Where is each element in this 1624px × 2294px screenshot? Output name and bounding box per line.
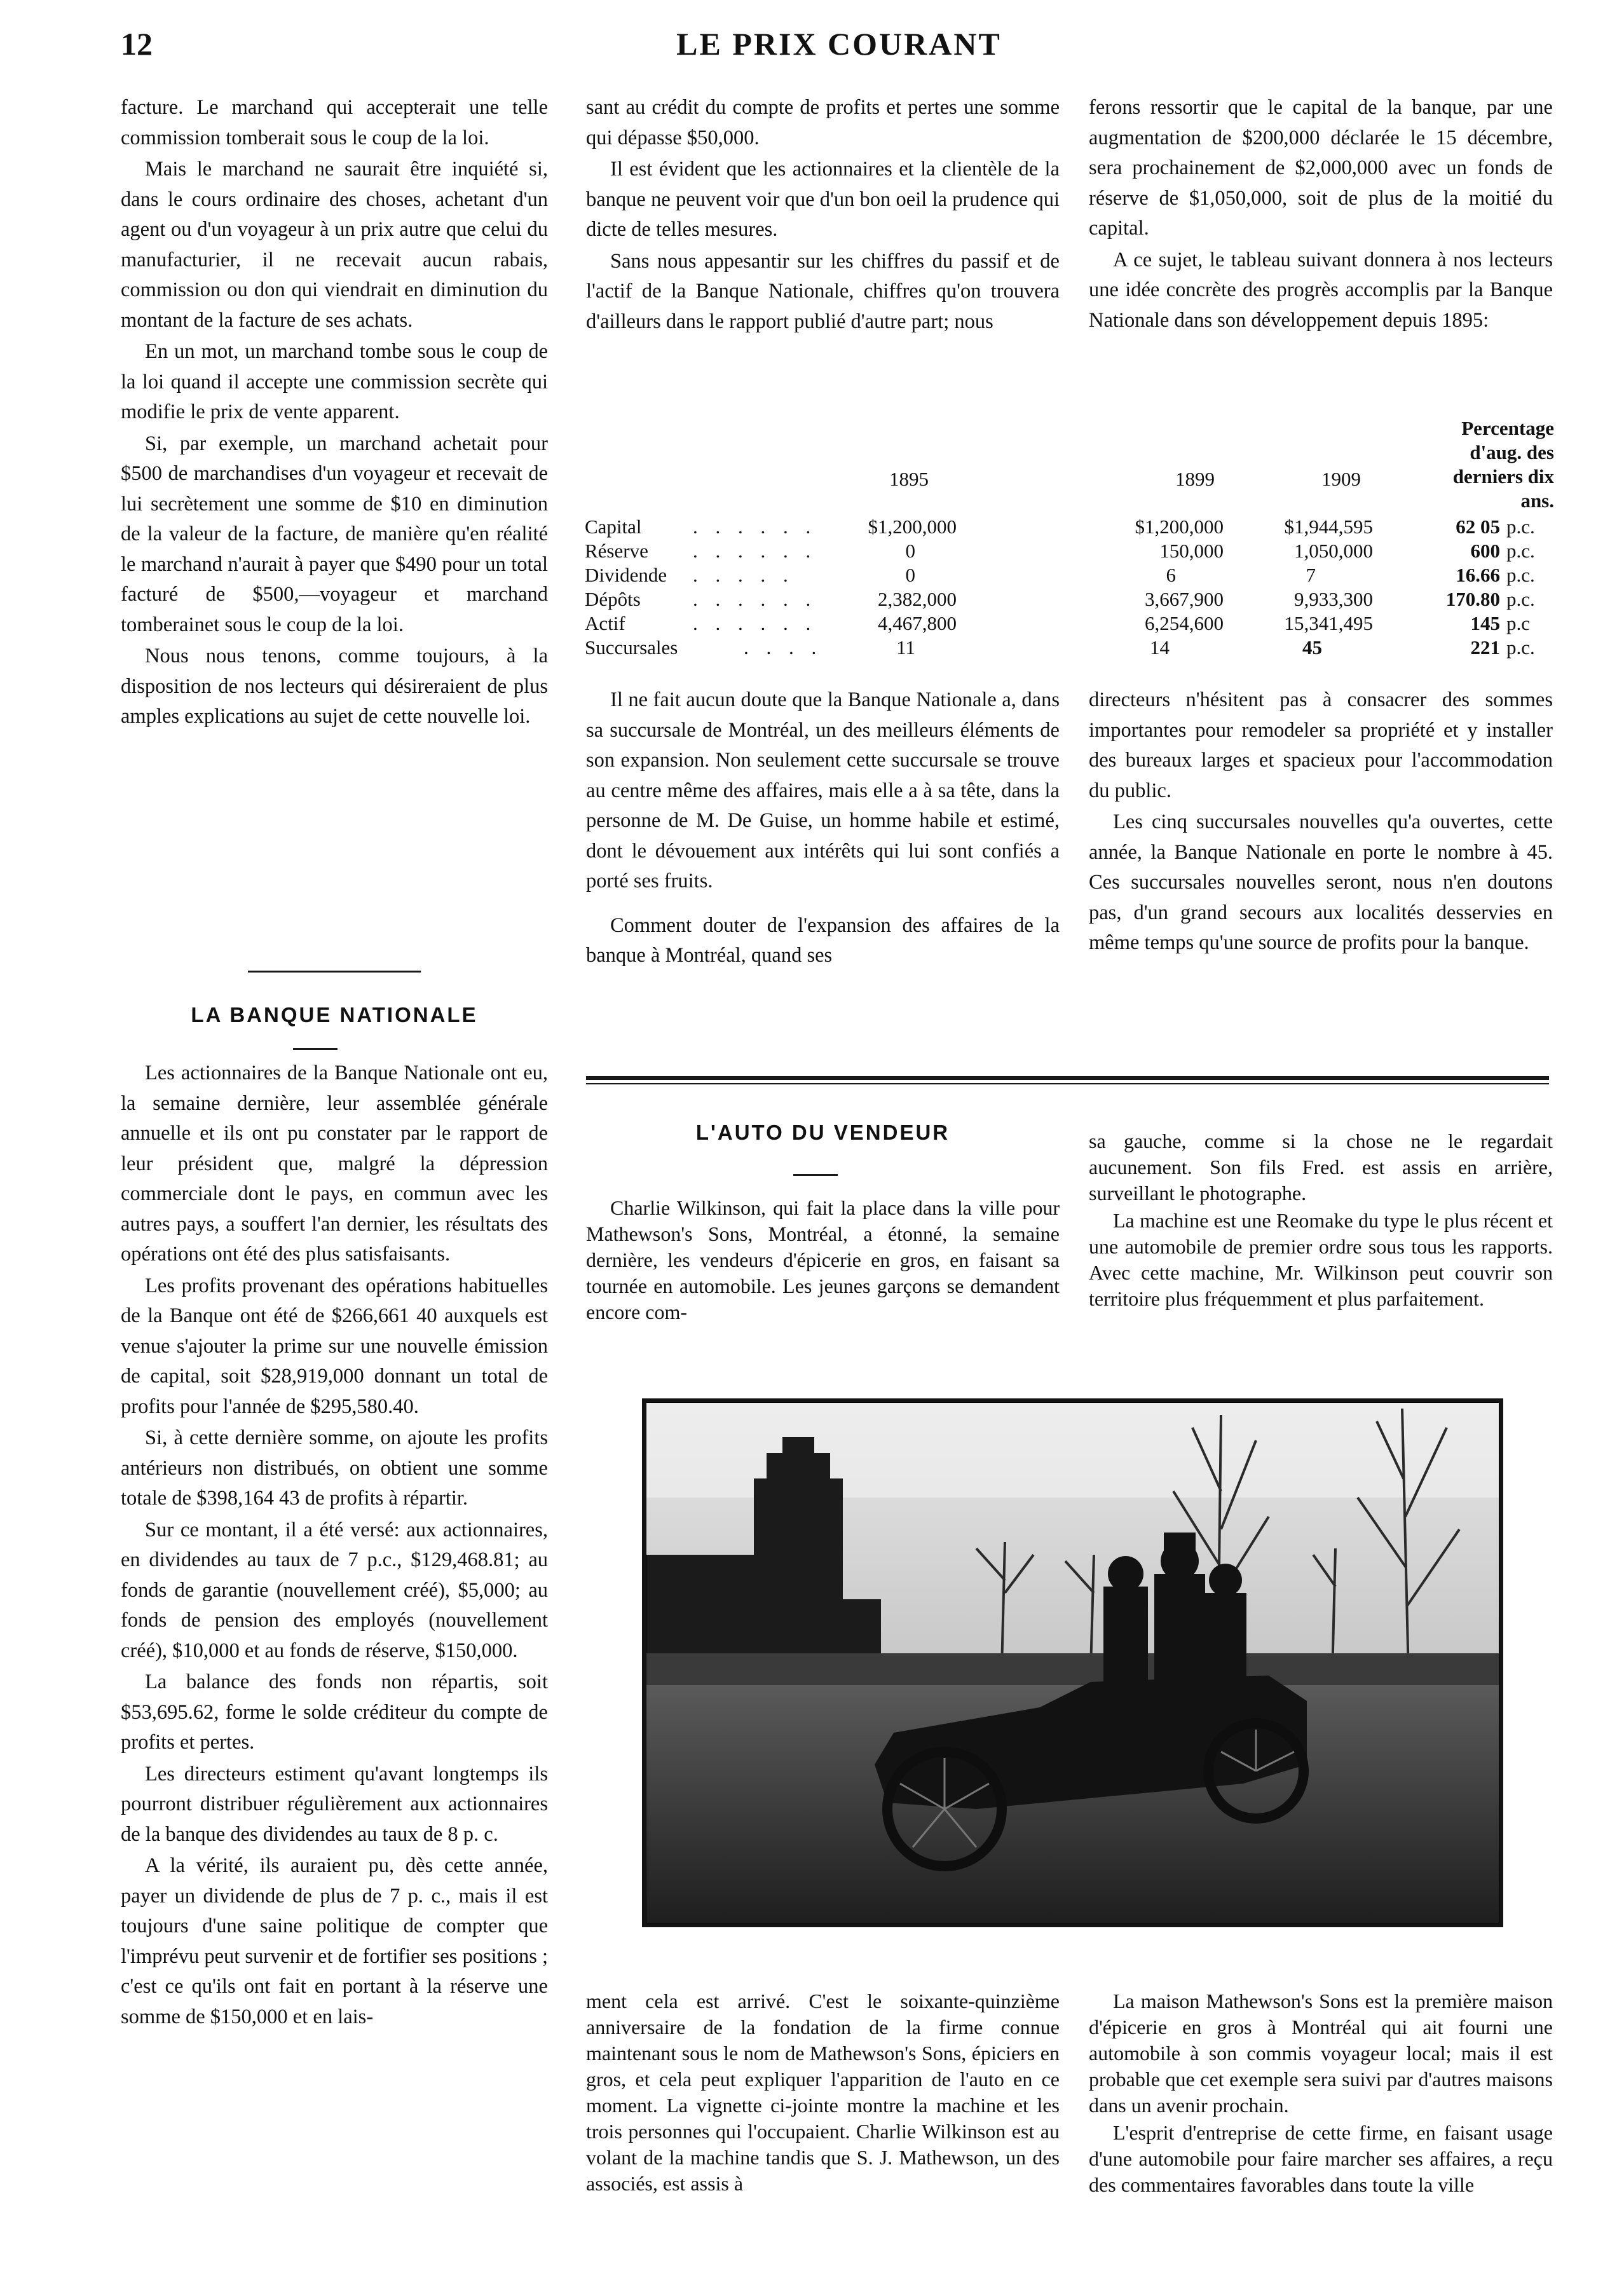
paragraph: Si, par exemple, un marchand achetait pour $500 de marchandises d'un voyageur et recevait de lui secrètement une somme de $10 en diminution de la valeur de la facture, de manière qu'en réalité le marchand n'aurait à payer que $490 pour un total facturé de $500,—voyageur et marchand tomberainet sous le coup de la loi. xyxy=(121,432,548,636)
paragraph: directeurs n'hésitent pas à consacrer des sommes importantes pour remodeler sa propriété et y installer des bureaux larges et spacieux pour l'accommodation du public. xyxy=(1089,688,1553,802)
paragraph: sa gauche, comme si la chose ne le regardait aucunement. Son fils Fred. est assis en arrière, surveillant le photographe. xyxy=(1089,1130,1553,1205)
value-1895: 0 xyxy=(905,564,915,586)
paragraph: Il ne fait aucun doute que la Banque Nationale a, dans sa succursale de Montréal, un des meilleurs éléments de son expansion. Non seulement cette succursale se trouve au centre même des affaires, mais elle a à sa tête, dans la personne de M. De Guise, un homme habile et estimé, dont le dévouement aux intérêts qui lui sont confiés a porté ses fruits. xyxy=(586,688,1060,892)
banque-heading: LA BANQUE NATIONALE xyxy=(191,1003,478,1027)
paragraph: La maison Mathewson's Sons est la première maison d'épicerie en gros à Montréal qui ait fourni une automobile à son commis voyageur local; mais il est probable que cet exemple sera suivi par d'autres maisons dans un avenir prochain. xyxy=(1089,1990,1553,2117)
leader-dots: . . . . . . xyxy=(693,540,817,562)
value-pct: 62 05 xyxy=(1456,515,1500,538)
value-1909: 45 xyxy=(1302,636,1322,659)
paragraph: L'esprit d'entreprise de cette firme, en faisant usage d'une automobile pour faire marcher ses affaires, a reçu des commentaires favorables dans toute la ville xyxy=(1089,2121,1553,2196)
paragraph: Charlie Wilkinson, qui fait la place dans la ville pour Mathewson's Sons, Montréal, a étonné, la semaine dernière, les vendeurs d'épicerie en gros, en faisant sa tournée en automobile. Les jeunes garçons se demandent encore com- xyxy=(586,1196,1060,1323)
paragraph: En un mot, un marchand tombe sous le coup de la loi quand il accepte une commission secrète qui modifie le prix de vente apparent. xyxy=(121,340,548,423)
leader-dots: . . . . . xyxy=(693,564,795,586)
page-number: 12 xyxy=(121,26,153,62)
table-header: 1899 xyxy=(1175,468,1215,490)
leader-dots: . . . . . . xyxy=(693,515,817,538)
column-right-mid xyxy=(1089,685,1553,959)
value-unit: p.c. xyxy=(1506,588,1535,610)
column-middle-top xyxy=(586,93,1060,337)
value-1909: $1,944,595 xyxy=(1284,515,1373,538)
value-unit: p.c. xyxy=(1506,564,1535,586)
value-unit: p.c. xyxy=(1506,636,1535,659)
running-title: LE PRIX COURANT xyxy=(676,26,1002,62)
column-right-top xyxy=(1089,93,1553,336)
table-header: Percentage d'aug. des derniers dix ans. xyxy=(1452,417,1554,512)
row-label: Réserve xyxy=(585,540,648,562)
paragraph: Il est évident que les actionnaires et la clientèle de la banque ne peuvent voir que d'un bon oeil la prudence qui dicte de telles mesures. xyxy=(586,158,1060,241)
table-header: 1895 xyxy=(889,468,929,490)
value-1895: 11 xyxy=(896,636,915,659)
row-label: Dividende xyxy=(585,564,667,586)
divider xyxy=(248,971,421,973)
paragraph: A ce sujet, le tableau suivant donnera à nos lecteurs une idée concrète des progrès accomplis par la Banque Nationale dans son développement depuis 1895: xyxy=(1089,248,1553,332)
value-1899: 150,000 xyxy=(1159,540,1224,562)
value-1895: 2,382,000 xyxy=(878,588,957,610)
paragraph: Si, à cette dernière somme, on ajoute les profits antérieurs non distribués, on obtient une somme totale de $398,164 43 de profits à répartir. xyxy=(121,1426,548,1510)
value-1909: 1,050,000 xyxy=(1294,540,1373,562)
leader-dots: . . . . . . xyxy=(693,612,817,634)
paragraph: ment cela est arrivé. C'est le soixante-quinzième anniversaire de la fondation de la firme connue maintenant sous le nom de Mathewson's Sons, épiciers en gros, et cela peut expliquer l'apparition de l'auto en ce moment. La vignette ci-jointe montre la machine et les trois personnes qui l'occupaient. Charlie Wilkinson est au volant de la machine tandis que S. J. Mathewson, un des associés, est assis à xyxy=(586,1990,1060,2195)
value-unit: p.c. xyxy=(1506,515,1535,538)
paragraph: Les profits provenant des opérations habituelles de la Banque ont été de $266,661 40 auxquels est venue s'ajouter la prime sur une nouvelle émission de capital, soit $28,919,000 donnant un total de profits pour l'année de $295,580.40. xyxy=(121,1274,548,1418)
value-pct: 170.80 xyxy=(1445,588,1500,610)
paragraph: La balance des fonds non répartis, soit $53,695.62, forme le solde créditeur du compte de profits et pertes. xyxy=(121,1670,548,1754)
row-label: Capital xyxy=(585,515,642,538)
value-1899: 6,254,600 xyxy=(1145,612,1224,634)
value-1909: 7 xyxy=(1306,564,1316,586)
value-1899: $1,200,000 xyxy=(1135,515,1224,538)
value-1899: 14 xyxy=(1150,636,1170,659)
paragraph: Sans nous appesantir sur les chiffres du passif et de l'actif de la Banque Nationale, chiffres qu'on trouvera d'ailleurs dans le rapport publié d'autre part; nous xyxy=(586,249,1060,333)
value-1909: 15,341,495 xyxy=(1284,612,1373,634)
auto-heading: L'AUTO DU VENDEUR xyxy=(695,1121,950,1144)
value-unit: p.c. xyxy=(1506,540,1535,562)
value-pct: 145 xyxy=(1470,612,1500,634)
value-1899: 6 xyxy=(1166,564,1176,586)
paragraph: Sur ce montant, il a été versé: aux actionnaires, en dividendes au taux de 7 p.c., $129,468.81; au fonds de garantie (nouvellement créé), $5,000; au fonds de pension des employés (nouvellement créé), $10,000 et au fonds de réserve, $150,000. xyxy=(121,1518,548,1662)
value-unit: p.c xyxy=(1506,612,1531,634)
value-pct: 16.66 xyxy=(1456,564,1500,586)
automobile-photo xyxy=(642,1398,1503,1927)
leader-dots: . . . . xyxy=(744,636,823,659)
value-1909: 9,933,300 xyxy=(1294,588,1373,610)
value-1895: 4,467,800 xyxy=(878,612,957,634)
banque-article xyxy=(121,1058,548,2032)
table-header: 1909 xyxy=(1321,468,1361,490)
paragraph: Les directeurs estiment qu'avant longtemps ils pourront distribuer régulièrement aux actionnaires de la banque des dividendes au taux de 8 p. c. xyxy=(121,1762,548,1846)
value-1895: 0 xyxy=(905,540,915,562)
row-label: Dépôts xyxy=(585,588,641,610)
paragraph: Les actionnaires de la Banque Nationale ont eu, la semaine dernière, leur assemblée générale annuelle et ils ont pu constater par le rapport de leur président que, malgré la dépression commerciale dont le pays, en commun avec les autres pays, a souffert l'an dernier, les résultats des opérations ont été des plus satisfaisants. xyxy=(121,1062,548,1266)
divider xyxy=(293,1048,338,1050)
auto-article-right xyxy=(1089,1128,1553,1312)
section-divider xyxy=(586,1076,1549,1080)
paragraph: ferons ressortir que le capital de la banque, par une augmentation de $200,000 déclarée le 15 décembre, sera prochainement de $2,000,000 avec un fonds de réserve de $1,050,000, soit de plus de la moitié du capital. xyxy=(1089,96,1553,240)
section-divider xyxy=(586,1083,1549,1084)
value-pct: 221 xyxy=(1470,636,1500,659)
paragraph: A la vérité, ils auraient pu, dès cette année, payer un dividende de plus de 7 p. c., mais il est toujours d'une saine politique de compter que l'imprévu peut survenir et de fortifier ses positions ; c'est ce qu'ils ont fait en portant à la réserve une somme de $150,000 et en lais- xyxy=(121,1854,548,2028)
value-1899: 3,667,900 xyxy=(1145,588,1224,610)
paragraph: Comment douter de l'expansion des affaires de la banque à Montréal, quand ses xyxy=(586,913,1060,967)
column-left-top xyxy=(121,93,548,732)
column-middle-mid xyxy=(586,685,1060,971)
auto-article-top xyxy=(586,1195,1060,1325)
value-1895: $1,200,000 xyxy=(868,515,957,538)
paragraph: Nous nous tenons, comme toujours, à la disposition de nos lecteurs qui désireraient de plus amples explications au sujet de cette nouvelle loi. xyxy=(121,645,548,728)
leader-dots: . . . . . . xyxy=(693,588,817,610)
auto-article-bottom-right xyxy=(1089,1988,1553,2198)
paragraph: Mais le marchand ne saurait être inquiété si, dans le cours ordinaire des choses, achetant d'un agent ou d'un voyageur à un prix autre que celui du manufacturier, il ne recevait aucun rabais, commission ou don qui viendrait en diminution du montant de la facture de ses achats. xyxy=(121,158,548,332)
value-pct: 600 xyxy=(1470,540,1500,562)
paragraph: La machine est une Reomake du type le plus récent et une automobile de premier ordre sous tous les rapports. Avec cette machine, Mr. Wilkinson peut couvrir son territoire plus fréquemment et plus parfaitement. xyxy=(1089,1209,1553,1310)
auto-article-bottom-left xyxy=(586,1988,1060,2197)
row-label: Succursales xyxy=(585,636,678,659)
bank-progress-table xyxy=(585,416,1557,664)
paragraph: Les cinq succursales nouvelles qu'a ouvertes, cette année, la Banque Nationale en porte le nombre à 45. Ces succursales nouvelles seront, nous n'en doutons pas, d'un grand secours aux localités desservies en même temps qu'une source de profits pour la banque. xyxy=(1089,810,1553,954)
row-label: Actif xyxy=(585,612,625,634)
paragraph: facture. Le marchand qui accepterait une telle commission tomberait sous le coup de la loi. xyxy=(121,96,548,149)
divider xyxy=(793,1174,838,1176)
paragraph: sant au crédit du compte de profits et pertes une somme qui dépasse $50,000. xyxy=(586,96,1060,149)
